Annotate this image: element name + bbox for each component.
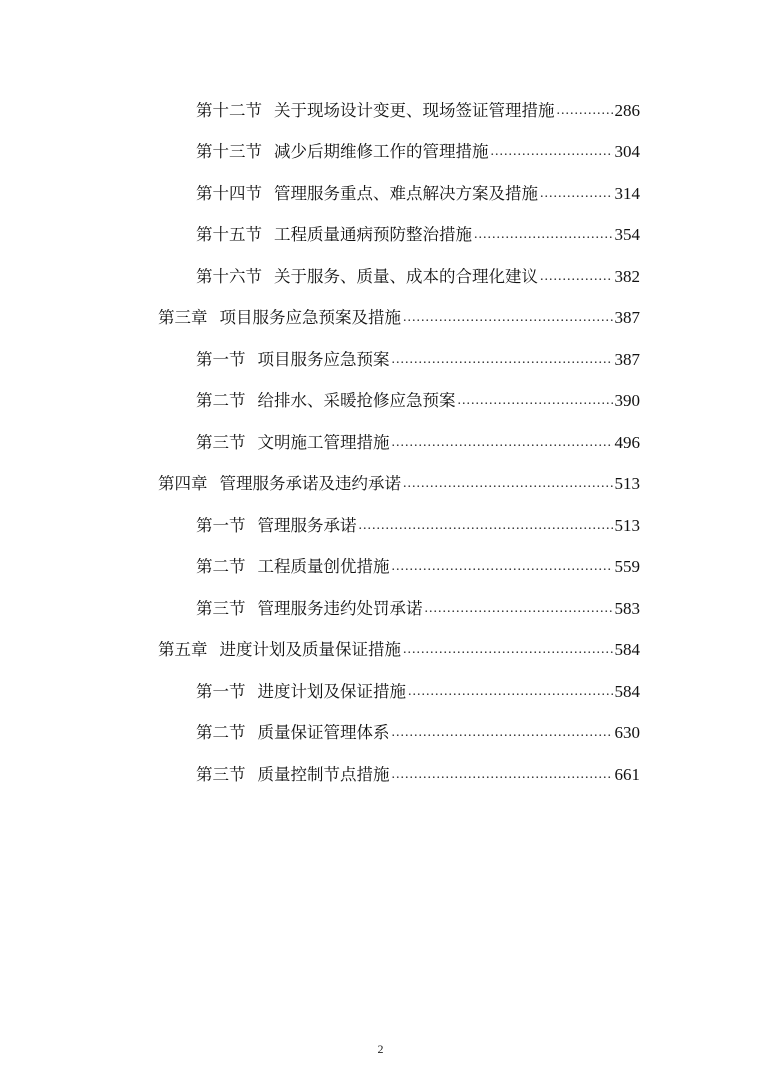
table-of-contents (0, 90, 761, 796)
toc-entry-page: 354 (614, 225, 640, 245)
toc-entry-page: 513 (614, 474, 640, 494)
toc-entry-number: 第三节 (196, 598, 246, 618)
toc-entry-title: 进度计划及保证措施 (257, 681, 406, 701)
toc-entry-number: 第十四节 (196, 183, 262, 203)
dot-leader (557, 101, 613, 132)
toc-entry-number: 第十五节 (196, 225, 262, 245)
toc-entry-number: 第五章 (158, 640, 208, 660)
toc-entry-page: 387 (614, 308, 640, 328)
toc-entry-number: 第二节 (196, 557, 246, 577)
dot-leader (403, 474, 613, 505)
toc-entry-title: 工程质量创优措施 (257, 557, 390, 577)
toc-entry-page: 513 (614, 515, 640, 535)
toc-entry-page: 390 (614, 391, 640, 411)
toc-entry[interactable] (0, 422, 640, 464)
toc-entry-page: 559 (614, 557, 640, 577)
toc-entry-number: 第一节 (196, 349, 246, 369)
toc-entry-title: 减少后期维修工作的管理措施 (274, 142, 489, 162)
dot-leader (425, 599, 613, 630)
toc-entry[interactable] (0, 754, 640, 796)
toc-entry[interactable] (0, 381, 640, 423)
dot-leader (403, 640, 613, 671)
dot-leader (491, 142, 613, 173)
toc-entry-number: 第十三节 (196, 142, 262, 162)
toc-entry[interactable] (0, 215, 640, 257)
toc-entry[interactable] (0, 547, 640, 589)
toc-entry-page: 630 (614, 723, 640, 743)
toc-entry-title: 工程质量通病预防整治措施 (274, 225, 472, 245)
toc-entry-page: 661 (614, 764, 640, 784)
toc-entry-title: 管理服务承诺及违约承诺 (219, 474, 401, 494)
toc-entry[interactable] (0, 588, 640, 630)
toc-entry-title: 关于现场设计变更、现场签证管理措施 (274, 100, 555, 120)
dot-leader (392, 557, 613, 588)
toc-entry[interactable] (0, 713, 640, 755)
toc-entry[interactable] (0, 132, 640, 174)
toc-chapter-entry[interactable] (0, 464, 640, 506)
toc-chapter-entry[interactable] (0, 298, 640, 340)
dot-leader (403, 308, 613, 339)
toc-entry-number: 第三节 (196, 432, 246, 452)
toc-entry-number: 第三章 (158, 308, 208, 328)
dot-leader (474, 225, 613, 256)
toc-entry-title: 管理服务重点、难点解决方案及措施 (274, 183, 538, 203)
toc-entry[interactable] (0, 505, 640, 547)
toc-entry-page: 387 (614, 349, 640, 369)
toc-entry-number: 第二节 (196, 391, 246, 411)
toc-entry-title: 进度计划及质量保证措施 (219, 640, 401, 660)
dot-leader (359, 516, 613, 547)
toc-entry-page: 584 (614, 681, 640, 701)
toc-entry[interactable] (0, 90, 640, 132)
toc-entry-number: 第四章 (158, 474, 208, 494)
toc-entry-number: 第一节 (196, 681, 246, 701)
dot-leader (392, 433, 613, 464)
toc-entry[interactable] (0, 671, 640, 713)
toc-entry[interactable] (0, 256, 640, 298)
toc-entry-page: 583 (614, 598, 640, 618)
page-number: 2 (377, 1042, 384, 1056)
toc-entry-number: 第十二节 (196, 100, 262, 120)
dot-leader (392, 350, 613, 381)
toc-entry-page: 496 (614, 432, 640, 452)
toc-entry-title: 关于服务、质量、成本的合理化建议 (274, 266, 538, 286)
dot-leader (540, 267, 613, 298)
toc-entry-number: 第十六节 (196, 266, 262, 286)
toc-entry-page: 304 (614, 142, 640, 162)
dot-leader (392, 723, 613, 754)
toc-entry-title: 质量保证管理体系 (257, 723, 390, 743)
toc-entry-title: 项目服务应急预案 (257, 349, 390, 369)
toc-entry-page: 584 (614, 640, 640, 660)
toc-entry-title: 给排水、采暖抢修应急预案 (257, 391, 456, 411)
toc-entry-title: 管理服务违约处罚承诺 (257, 598, 423, 618)
toc-entry-title: 管理服务承诺 (257, 515, 357, 535)
toc-entry-page: 286 (614, 100, 640, 120)
toc-entry-number: 第三节 (196, 764, 246, 784)
dot-leader (458, 391, 613, 422)
toc-entry-page: 314 (614, 183, 640, 203)
toc-entry-title: 项目服务应急预案及措施 (219, 308, 401, 328)
dot-leader (540, 184, 613, 215)
toc-entry-title: 文明施工管理措施 (257, 432, 390, 452)
toc-entry[interactable] (0, 339, 640, 381)
toc-chapter-entry[interactable] (0, 630, 640, 672)
dot-leader (408, 682, 613, 713)
toc-entry-title: 质量控制节点措施 (257, 764, 390, 784)
toc-entry-page: 382 (614, 266, 640, 286)
toc-entry[interactable] (0, 173, 640, 215)
dot-leader (392, 765, 613, 796)
toc-entry-number: 第二节 (196, 723, 246, 743)
toc-entry-number: 第一节 (196, 515, 246, 535)
